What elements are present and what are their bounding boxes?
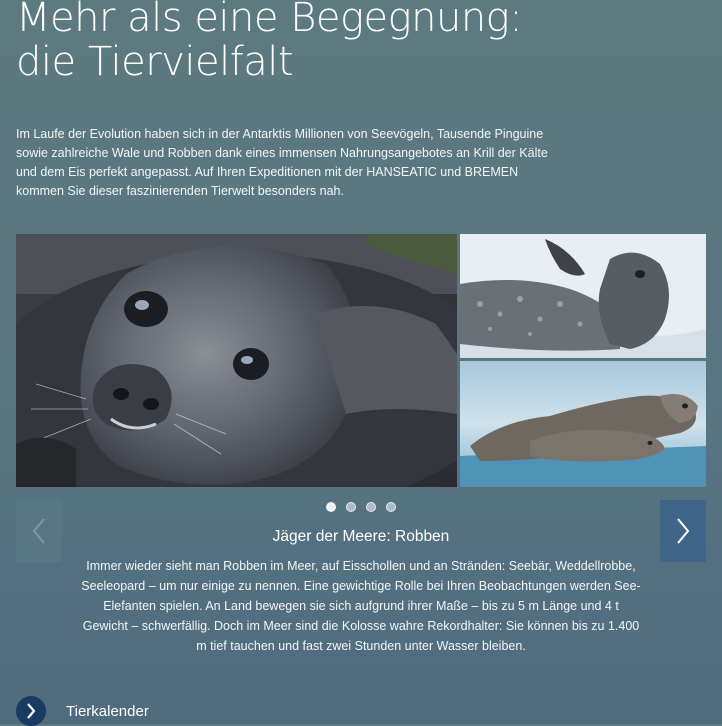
carousel-dot-4[interactable] (386, 502, 396, 512)
weddell-seal-on-ice-photo (460, 234, 706, 358)
carousel-dot-2[interactable] (346, 502, 356, 512)
slide-title: Jäger der Meere: Robben (272, 528, 450, 545)
carousel-dot-1[interactable] (326, 502, 336, 512)
page-title (16, 0, 522, 84)
tierkalender-link[interactable] (16, 696, 149, 726)
chevron-right-circle-icon (16, 696, 46, 726)
carousel-pagination (326, 502, 396, 512)
page-title-line-1: Mehr als eine Begegnung: (16, 0, 523, 41)
page-title-line-2: die Tiervielfalt (16, 39, 294, 85)
intro-text: Im Laufe der Evolution haben sich in der Antarktis Millionen von Seevögeln, Tausende Pinguine sowie zahlreiche Wale und Robben dank eines immensen Nahrungsangebotes an Krill der Kälte und dem Eis perfekt angepasst. Auf Ihren Expeditionen mit der HANSEATIC und BREMEN kommen Sie dieser faszinierenden Tierwelt besonders nah. (16, 127, 548, 198)
slide-description: Immer wieder sieht man Robben im Meer, auf Eisschollen und an Stränden: Seebär, Weddellrobbe, Seeleopard – um nur einige zu nennen. Eine gewichtige Rolle bei Ihren Beobachtungen werden See-Elefanten spielen. An Land bewegen sie sich aufgrund ihrer Maße – bis zu 5 m Länge und 4 t Gewicht – schwerfällig. Doch im Meer sind die Kolosse wahre Rekordhalter: Sie können bis zu 1.400 m tief tauchen und fast zwei Stunden unter Wasser bleiben. (81, 559, 641, 653)
photo-gallery (16, 234, 706, 487)
carousel-dot-3[interactable] (366, 502, 376, 512)
seal-closeup-photo (16, 234, 457, 487)
tierkalender-label: Tierkalender (66, 702, 149, 720)
elephant-seals-on-ice-photo (460, 361, 706, 487)
